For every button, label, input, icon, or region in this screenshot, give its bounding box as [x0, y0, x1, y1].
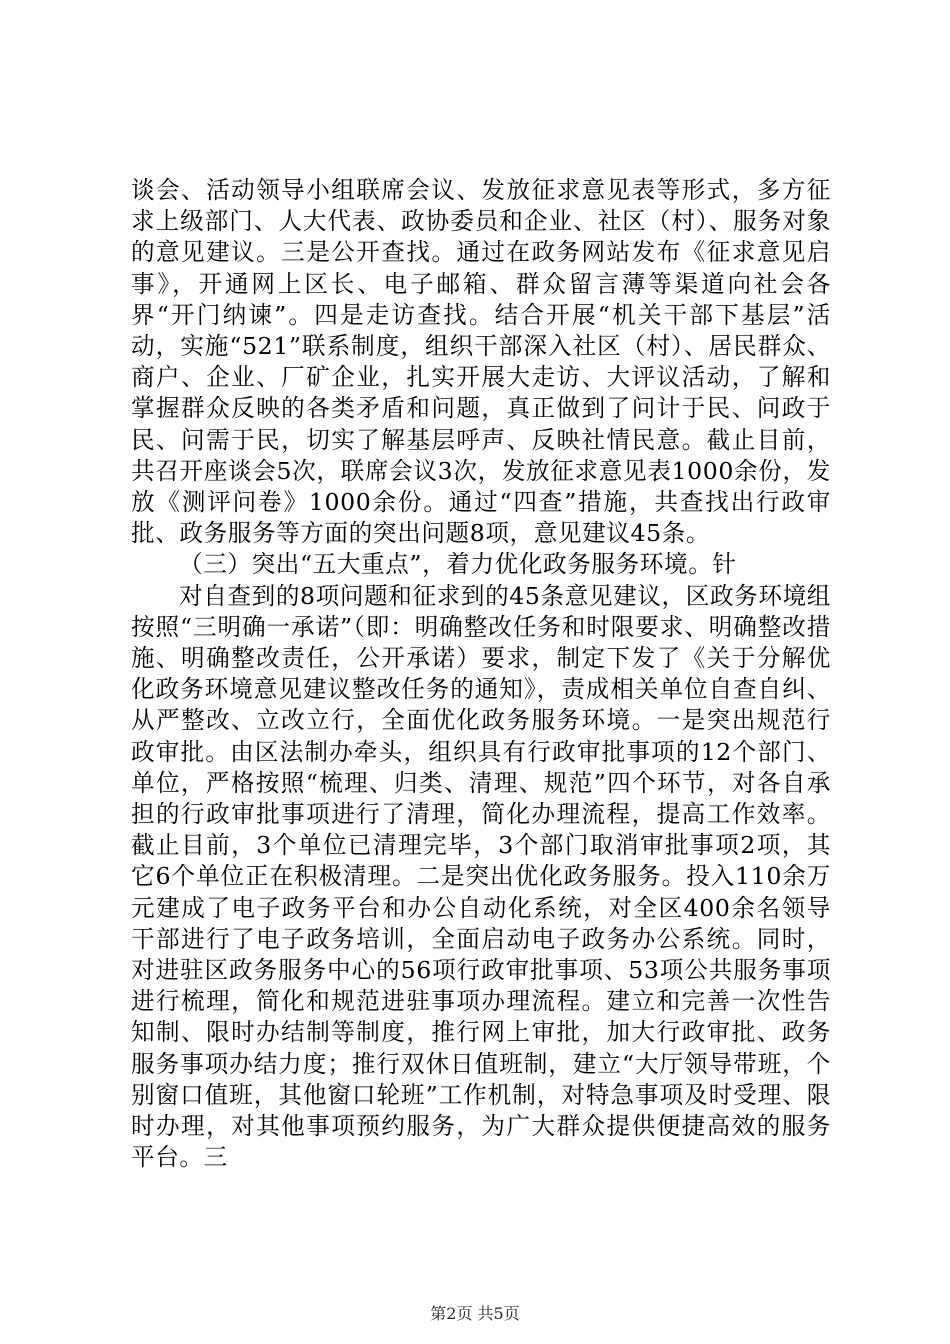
paragraph: 对自查到的8项问题和征求到的45条意见建议，区政务环境组按照“三明确一承诺”（即：明确整改任务和时限要求、明确整改措施、明确整改责任，公开承诺）要求，制定下发了《关于分解优化政务环境意见建议整改任务的通知》，责成相关单位自查自纠、从严整改、立改立行，全面优化政务服务环境。一是突出规范行政审批。由区法制办牵头，组织具有行政审批事项的12个部门、单位，严格按照“梳理、归类、清理、规范”四个环节，对各自承担的行政审批事项进行了清理，简化办理流程，提高工作效率。截止目前，3个单位已清理完毕，3个部门取消审批事项2项，其它6个单位正在积极清理。二是突出优化政务服务。投入110余万元建成了电子政务平台和办公自动化系统，对全区400余名领导干部进行了电子政务培训，全面启动电子政务办公系统。同时，对进驻区政务服务中心的56项行政审批事项、53项公共服务事项进行梳理，简化和规范进驻事项办理流程。建立和完善一次性告知制、限时办结制等制度，推行网上审批，加大行政审批、政务服务事项办结力度；推行双休日值班制，建立“大厅领导带班，个别窗口值班，其他窗口轮班”工作机制，对特急事项及时受理、限时办理，对其他事项预约服务，为广大群众提供便捷高效的服务平台。三: [131, 581, 831, 1172]
section-heading-paragraph: （三）突出“五大重点”，着力优化政务服务环境。针: [179, 550, 737, 579]
document-body: [131, 175, 831, 1174]
paragraph-continued: 谈会、活动领导小组联席会议、发放征求意见表等形式，多方征求上级部门、人大代表、政协委员和企业、社区（村）、服务对象的意见建议。三是公开查找。通过在政务网站发布《征求意见启事》，开通网上区长、电子邮箱、群众留言薄等渠道向社会各界“开门纳谏”。四是走访查找。结合开展“机关干部下基层”活动，实施“521”联系制度，组织干部深入社区（村）、居民群众、商户、企业、厂矿企业，扎实开展大走访、大评议活动，了解和掌握群众反映的各类矛盾和问题，真正做到了问计于民、问政于民、问需于民，切实了解基层呼声、反映社情民意。截止目前，共召开座谈会5次，联席会议3次，发放征求意见表1000余份，发放《测评问卷》1000余份。通过“四查”措施，共查找出行政审批、政务服务等方面的突出问题8项，意见建议45条。: [131, 176, 831, 548]
page-number-footer: 第2页 共5页: [430, 1304, 520, 1323]
